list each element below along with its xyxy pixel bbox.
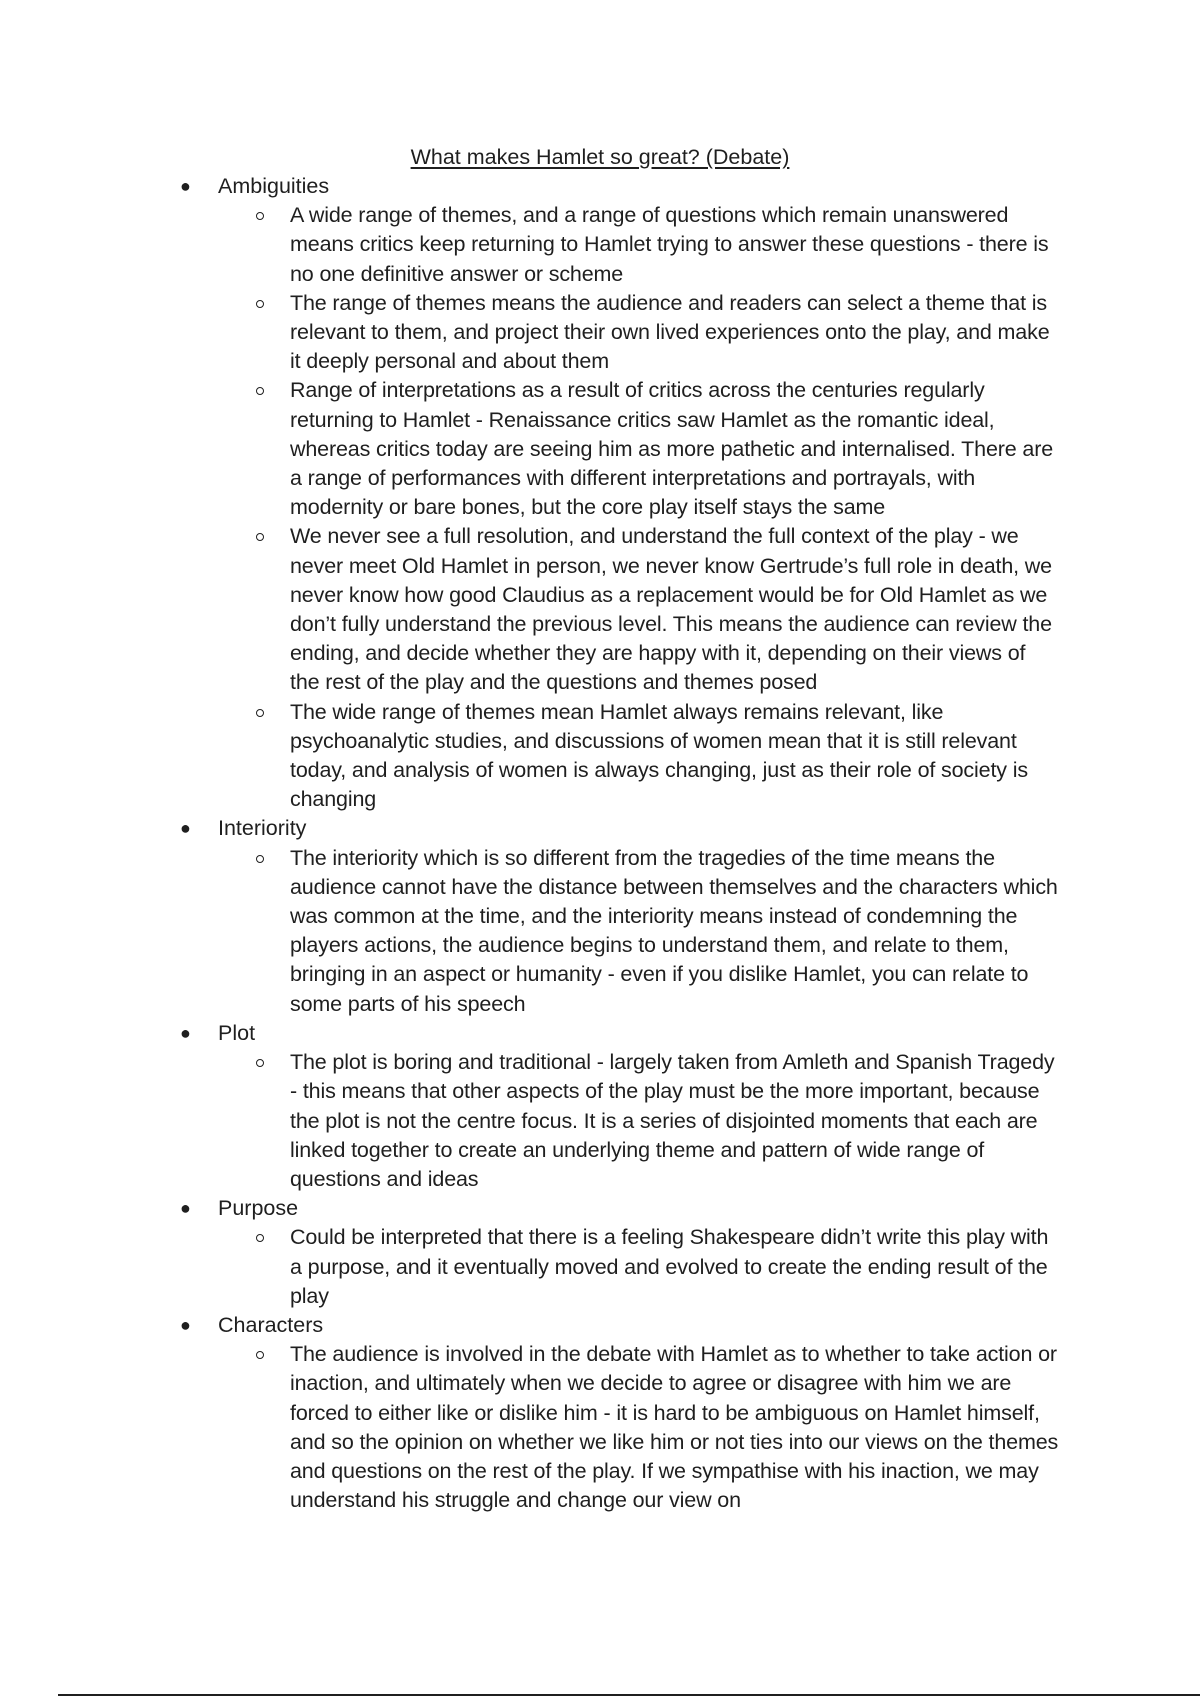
section-heading: Purpose bbox=[218, 1196, 299, 1221]
list-item bbox=[180, 376, 1060, 522]
bullet-icon: ● bbox=[180, 818, 191, 839]
section-purpose bbox=[180, 1194, 1060, 1223]
ambiguities-points bbox=[180, 201, 1060, 814]
circle-bullet-icon bbox=[256, 533, 264, 541]
bullet-icon: ● bbox=[180, 1314, 191, 1335]
point-text: The interiority which is so different from the tragedies of the time means the audience cannot have the distance between themselves and the characters which was common at the time, and the interiority means instead of condemning the players actions, the audience begins to understand them, and relate to them, bringing in an aspect or humanity - even if you dislike Hamlet, you can relate to some parts of his speech bbox=[290, 845, 1058, 1016]
point-text: A wide range of themes, and a range of questions which remain unanswered means critics keep returning to Hamlet trying to answer these questions - there is no one definitive answer or scheme bbox=[290, 203, 1049, 286]
list-item bbox=[180, 289, 1060, 377]
page-bottom-divider bbox=[58, 1694, 1200, 1696]
point-text: Range of interpretations as a result of critics across the centuries regularly returning to Hamlet - Renaissance critics saw Hamlet as the romantic ideal, whereas critics today are seeing him as more pathetic and internalised. There are a range of performances with different interpretations and portrayals, with modernity or bare bones, but the core play itself stays the same bbox=[290, 378, 1054, 520]
outline bbox=[180, 172, 1060, 1515]
purpose-points bbox=[180, 1223, 1060, 1311]
section-interiority bbox=[180, 814, 1060, 843]
point-text: The wide range of themes mean Hamlet always remains relevant, like psychoanalytic studies, and discussions of women mean that it is still relevant today, and analysis of women is always changing, just as their role of society is changing bbox=[290, 699, 1028, 812]
section-plot bbox=[180, 1019, 1060, 1048]
point-text: The plot is boring and traditional - largely taken from Amleth and Spanish Tragedy - this means that other aspects of the play must be the more important, because the plot is not the centre focus. It is a series of disjointed moments that each are linked together to create an underlying theme and pattern of wide range of questions and ideas bbox=[290, 1050, 1055, 1191]
list-item bbox=[180, 698, 1060, 815]
bullet-icon: ● bbox=[180, 176, 191, 196]
plot-points bbox=[180, 1048, 1060, 1194]
circle-bullet-icon bbox=[256, 387, 264, 395]
point-text: The range of themes means the audience and readers can select a theme that is relevant to them, and project their own lived experiences onto the play, and make it deeply personal and about them bbox=[290, 290, 1050, 374]
point-text: Could be interpreted that there is a feeling Shakespeare didn’t write this play with a purpose, and it eventually moved and evolved to create the ending result of the play bbox=[290, 1225, 1049, 1308]
section-characters bbox=[180, 1311, 1060, 1340]
page-title: What makes Hamlet so great? (Debate) bbox=[410, 145, 790, 169]
section-heading: Interiority bbox=[218, 816, 307, 841]
list-item bbox=[180, 1223, 1060, 1311]
list-item bbox=[180, 522, 1060, 697]
section-heading: Characters bbox=[218, 1312, 324, 1337]
list-item bbox=[180, 1340, 1060, 1515]
bullet-icon: ● bbox=[180, 1198, 191, 1219]
point-text: We never see a full resolution, and understand the full context of the play - we never meet Old Hamlet in person, we never know Gertrude’s full role in death, we never know how good Claudius as a replacement would be for Old Hamlet as we don’t fully understand the previous level. This means the audience can review the ending, and decide whether they are happy with it, depending on their views of the rest of the play and the questions and themes posed bbox=[290, 524, 1052, 695]
characters-points bbox=[180, 1340, 1060, 1515]
point-text: The audience is involved in the debate with Hamlet as to whether to take action or inaction, and ultimately when we decide to agree or disagree with him we are forced to either like or dislike him - it is hard to be ambiguous on Hamlet himself, and so the opinion on whether we like him or not ties into our views on the themes and questions on the rest of the play. If we sympathise with his inaction, we may understand his struggle and change our view on bbox=[290, 1342, 1059, 1513]
list-item bbox=[180, 844, 1060, 1019]
interiority-points bbox=[180, 844, 1060, 1019]
circle-bullet-icon bbox=[256, 1059, 264, 1067]
list-item bbox=[180, 1048, 1060, 1194]
circle-bullet-icon bbox=[256, 1234, 264, 1242]
circle-bullet-icon bbox=[256, 855, 264, 863]
section-heading: Ambiguities bbox=[218, 174, 330, 198]
circle-bullet-icon bbox=[256, 1351, 264, 1359]
section-heading: Plot bbox=[218, 1020, 256, 1045]
circle-bullet-icon bbox=[256, 300, 264, 308]
list-item bbox=[180, 201, 1060, 289]
section-ambiguities bbox=[180, 172, 1060, 201]
circle-bullet-icon bbox=[256, 212, 264, 220]
bullet-icon: ● bbox=[180, 1022, 191, 1043]
circle-bullet-icon bbox=[256, 709, 264, 717]
